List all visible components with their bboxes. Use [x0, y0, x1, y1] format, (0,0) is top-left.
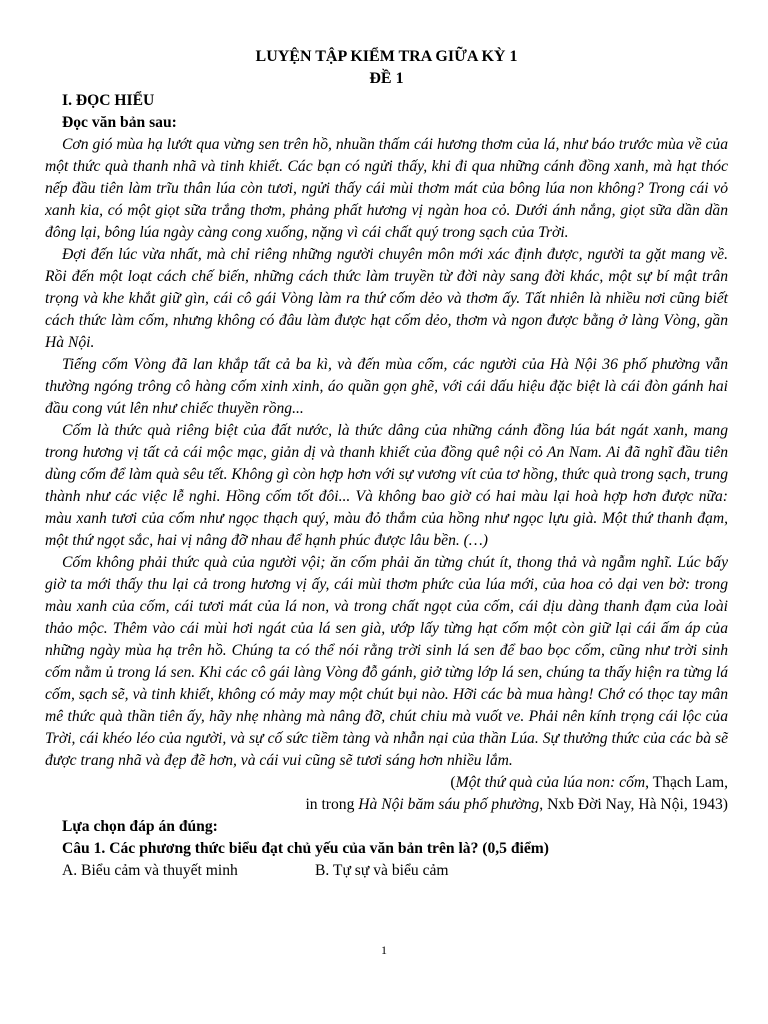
- document-page: [45, 46, 728, 882]
- question-1-options: [45, 860, 728, 882]
- source-book-title: Hà Nội băm sáu phố phường: [358, 796, 540, 813]
- choose-instruction: Lựa chọn đáp án đúng:: [62, 818, 218, 835]
- source-in-prefix: in trong: [305, 796, 359, 813]
- passage-paragraph: Cốm là thức quà riêng biệt của đất nước, là thức dâng của những cánh đồng lúa bát ngát xanh, mang trong hương vị tất cả cái mộc mạc, giản dị và thanh khiết của đồng quê nội cỏ An Nam. Ai đã nghĩ đầu tiên dùng cốm để làm quà sêu tết. Không gì còn hợp hơn với sự vương vít của tơ hồng, thức quà trong sạch, trung thành như các việc lễ nghi. Hồng cốm tốt đôi... Và không bao giờ có hai màu lại hoà hợp hơn được nữa: màu xanh tươi của cốm như ngọc thạch quý, màu đỏ thắm của hồng như ngọc lựu già. Một thứ thanh đạm, một thứ ngọt sắc, hai vị nâng đỡ nhau để hạnh phúc được lâu bền. (…): [45, 422, 728, 549]
- passage-paragraph: Đợi đến lúc vừa nhất, mà chỉ riêng những người chuyên môn mới xác định được, người ta gặt mang về. Rồi đến một loạt cách chế biến, những cách thức làm truyền từ đời này sang đời khác, một sự bí mật trân trọng và khe khắt giữ gìn, cái cô gái Vòng làm ra thứ cốm dẻo và thơm ấy. Tất nhiên là nhiều nơi cũng biết cách thức làm cốm, nhưng không có đâu làm được hạt cốm dẻo, thơm và ngon được bằng ở làng Vòng, gần Hà Nội.: [45, 246, 728, 351]
- source-citation-line-1: [45, 772, 728, 794]
- question-1-option-b: B. Tự sự và biểu cảm: [315, 862, 449, 879]
- question-1-option-a: A. Biểu cảm và thuyết minh: [62, 862, 238, 879]
- passage-paragraph: Cơn gió mùa hạ lướt qua vừng sen trên hồ, nhuần thấm cái hương thơm của lá, như báo trước mùa về của một thức quà thanh nhã và tinh khiết. Các bạn có ngửi thấy, khi đi qua những cánh đồng xanh, mà hạt thóc nếp đầu tiên làm trĩu thân lúa còn tươi, ngửi thấy cái mùi thơm mát của bông lúa non không? Trong cái vỏ xanh kia, có một giọt sữa trắng thơm, phảng phất hương vị ngàn hoa cỏ. Dưới ánh nắng, giọt sữa dần dần đông lại, bông lúa ngày càng cong xuống, nặng vì cái chất quý trong sạch của Trời.: [45, 136, 728, 241]
- document-subtitle: ĐỀ 1: [369, 70, 404, 87]
- page-number: 1: [381, 943, 387, 957]
- document-title: LUYỆN TẬP KIỂM TRA GIỮA KỲ 1: [255, 48, 518, 65]
- source-author: , Thạch Lam,: [645, 774, 728, 791]
- source-publisher: , Nxb Đời Nay, Hà Nội, 1943): [539, 796, 728, 813]
- source-open-paren: (: [450, 774, 456, 791]
- reading-instruction: Đọc văn bản sau:: [62, 114, 177, 131]
- passage-paragraph: Cốm không phải thức quà của người vội; ăn cốm phải ăn từng chút ít, thong thả và ngẫm nghĩ. Lúc bấy giờ ta mới thấy thu lại cả trong hương vị ấy, cái mùi thơm phức của lúa mới, của hoa cỏ dại ven bờ: trong màu xanh của cốm, cái tươi mát của lá non, và trong chất ngọt của cốm, cái dịu dàng thanh đạm của loài thảo mộc. Thêm vào cái mùi hơi ngát của lá sen già, ướp lấy từng hạt cốm một còn giữ lại cái ấm áp của những ngày mùa hạ trên hồ. Chúng ta có thể nói rằng trời sinh lá sen để bao bọc cốm, cũng như trời sinh cốm nằm ủ trong lá sen. Khi các cô gái làng Vòng đỗ gánh, giở từng lớp lá sen, chúng ta thấy hiện ra từng lá cốm, sạch sẽ, và tinh khiết, không có mảy may một chút bụi nào. Hỡi các bà mua hàng! Chớ có thọc tay mân mê thức quà thần tiên ấy, hãy nhẹ nhàng mà nâng đỡ, chút chiu mà vuốt ve. Phải nên kính trọng cái lộc của Trời, cái khéo léo của người, và sự cố sức tiềm tàng và nhẫn nại của thần Lúa. Sự thưởng thức của các bà sẽ được trang nhã và đẹp đẽ hơn, và cái vui cũng sẽ tươi sáng hơn nhiều lắm.: [45, 554, 728, 769]
- question-1-text: Câu 1. Các phương thức biểu đạt chủ yếu của văn bản trên là? (0,5 điểm): [62, 840, 549, 857]
- section-heading: I. ĐỌC HIỂU: [62, 92, 155, 109]
- passage-paragraph: Tiếng cốm Vòng đã lan khắp tất cả ba kì, và đến mùa cốm, các người của Hà Nội 36 phố phường vẫn thường ngóng trông cô hàng cốm xinh xinh, áo quần gọn ghẽ, với cái dấu hiệu đặc biệt là cái đòn gánh hai đầu cong vút lên như chiếc thuyền rồng...: [45, 356, 728, 417]
- source-citation-line-2: [45, 794, 728, 816]
- source-work-title: Một thứ quà của lúa non: cốm: [455, 774, 646, 791]
